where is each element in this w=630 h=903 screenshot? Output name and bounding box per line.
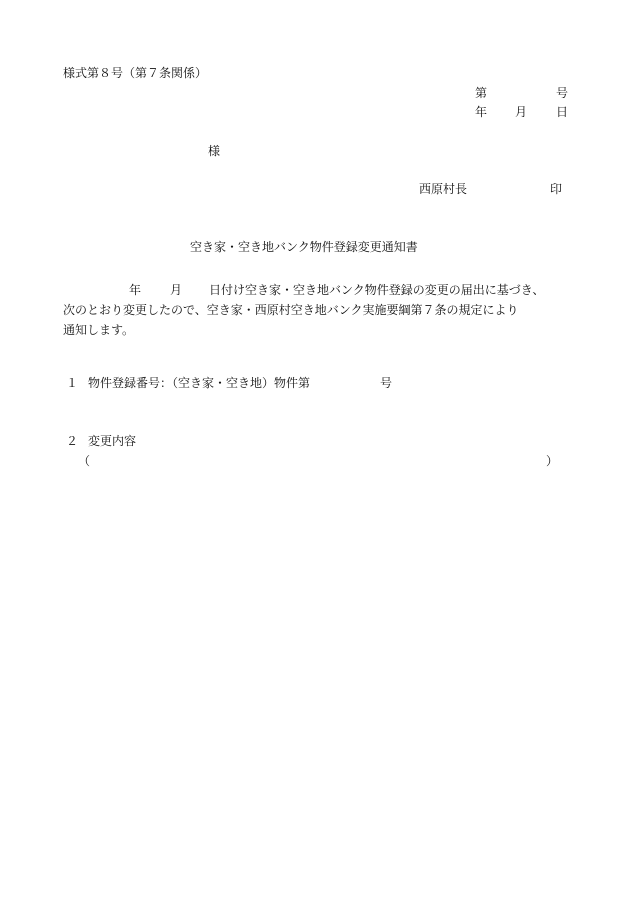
item-1-label: 物件登録番号：（空き家・空き地）物件第: [88, 376, 311, 390]
change-content-open-paren: （: [78, 454, 91, 468]
doc-date-month: 月: [515, 105, 528, 119]
doc-date-day: 日: [556, 105, 569, 119]
document-title: 空き家・空き地バンク物件登録変更通知書: [190, 240, 418, 254]
doc-date-year: 年: [475, 105, 488, 119]
body-paragraph: [63, 280, 544, 340]
item-2-number: ２: [66, 434, 79, 448]
body-line-2: 次のとおり変更したので、空き家・西原村空き地バンク実施要綱第７条の規定により: [63, 303, 519, 317]
item-1-number: １: [66, 376, 79, 390]
item-2-label: 変更内容: [88, 434, 137, 448]
body-line-3: 通知します。: [63, 323, 135, 337]
form-label: 様式第８号（第７条関係）: [63, 66, 208, 80]
body-year: 年: [129, 283, 142, 297]
doc-number-dai: 第: [475, 86, 488, 100]
doc-number-go: 号: [556, 86, 569, 100]
seal-mark: 印: [550, 182, 563, 196]
body-month: 月: [170, 283, 183, 297]
body-line-1-text: 日付け空き家・空き地バンク物件登録の変更の届出に基づき、: [209, 283, 545, 297]
sender-title: 西原村長: [419, 182, 468, 196]
body-line-1: [63, 280, 544, 300]
item-1-suffix: 号: [380, 376, 393, 390]
change-content-close-paren: ）: [546, 454, 559, 468]
addressee-suffix: 様: [208, 144, 221, 158]
